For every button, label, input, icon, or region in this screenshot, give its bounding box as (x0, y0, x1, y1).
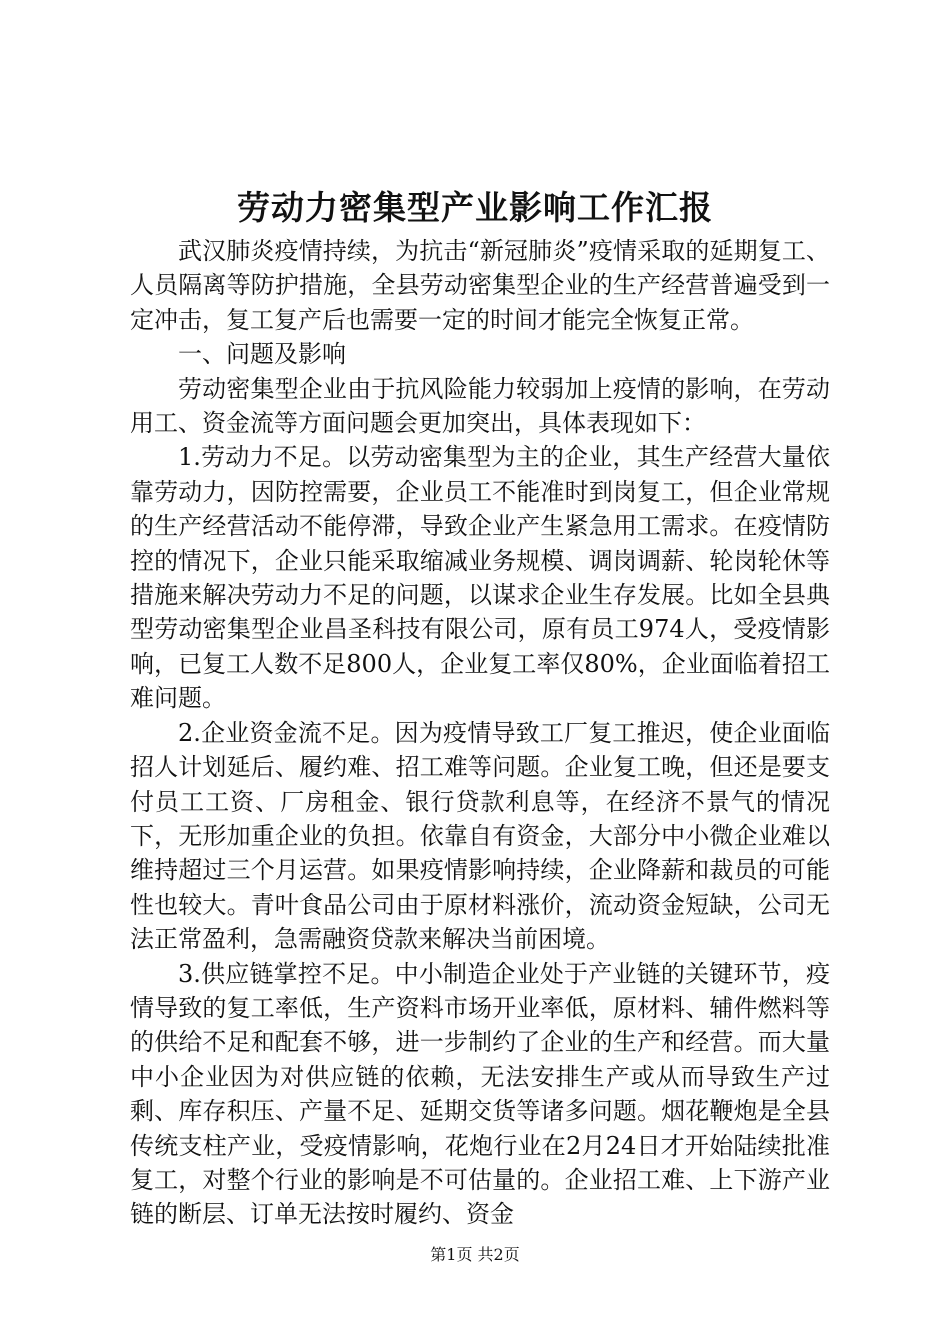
document-body (130, 234, 830, 1232)
page-footer: 第1页 共2页 (430, 1245, 520, 1264)
section-intro-paragraph: 劳动密集型企业由于抗风险能力较弱加上疫情的影响，在劳动用工、资金流等方面问题会更加突出，具体表现如下： (130, 374, 830, 438)
intro-paragraph: 武汉肺炎疫情持续，为抗击“新冠肺炎”疫情采取的延期复工、人员隔离等防护措施，全县劳动密集型企业的生产经营普遍受到一定冲击，复工复产后也需要一定的时间才能完全恢复正常。 (130, 237, 830, 334)
point-supply-chain-paragraph: 3.供应链掌控不足。中小制造企业处于产业链的关键环节，疫情导致的复工率低，生产资料市场开业率低，原材料、辅件燃料等的供给不足和配套不够，进一步制约了企业的生产和经营。而大量中小企业因为对供应链的依赖，无法安排生产或从而导致生产过剩、库存积压、产量不足、延期交货等诸多问题。烟花鞭炮是全县传统支柱产业，受疫情影响，花炮行业在2月24日才开始陆续批准复工，对整个行业的影响是不可估量的。企业招工难、上下游产业链的断层、订单无法按时履约、资金 (130, 959, 830, 1229)
document-title: 劳动力密集型产业影响工作汇报 (237, 188, 713, 227)
point-capital-paragraph: 2.企业资金流不足。因为疫情导致工厂复工推迟，使企业面临招人计划延后、履约难、招工难等问题。企业复工晚，但还是要支付员工工资、厂房租金、银行贷款利息等，在经济不景气的情况下，无形加重企业的负担。依靠自有资金，大部分中小微企业难以维持超过三个月运营。如果疫情影响持续，企业降薪和裁员的可能性也较大。青叶食品公司由于原材料涨价，流动资金短缺，公司无法正常盈利，急需融资贷款来解决当前困境。 (130, 718, 830, 954)
point-labor-paragraph: 1.劳动力不足。以劳动密集型为主的企业，其生产经营大量依靠劳动力，因防控需要，企业员工不能准时到岗复工，但企业常规的生产经营活动不能停滞，导致企业产生紧急用工需求。在疫情防控的情况下，企业只能采取缩减业务规模、调岗调薪、轮岗轮休等措施来解决劳动力不足的问题，以谋求企业生存发展。比如全县典型劳动密集型企业昌圣科技有限公司，原有员工974人，受疫情影响，已复工人数不足800人，企业复工率仅80%，企业面临着招工难问题。 (130, 443, 830, 713)
section-heading: 一、问题及影响 (178, 340, 346, 369)
